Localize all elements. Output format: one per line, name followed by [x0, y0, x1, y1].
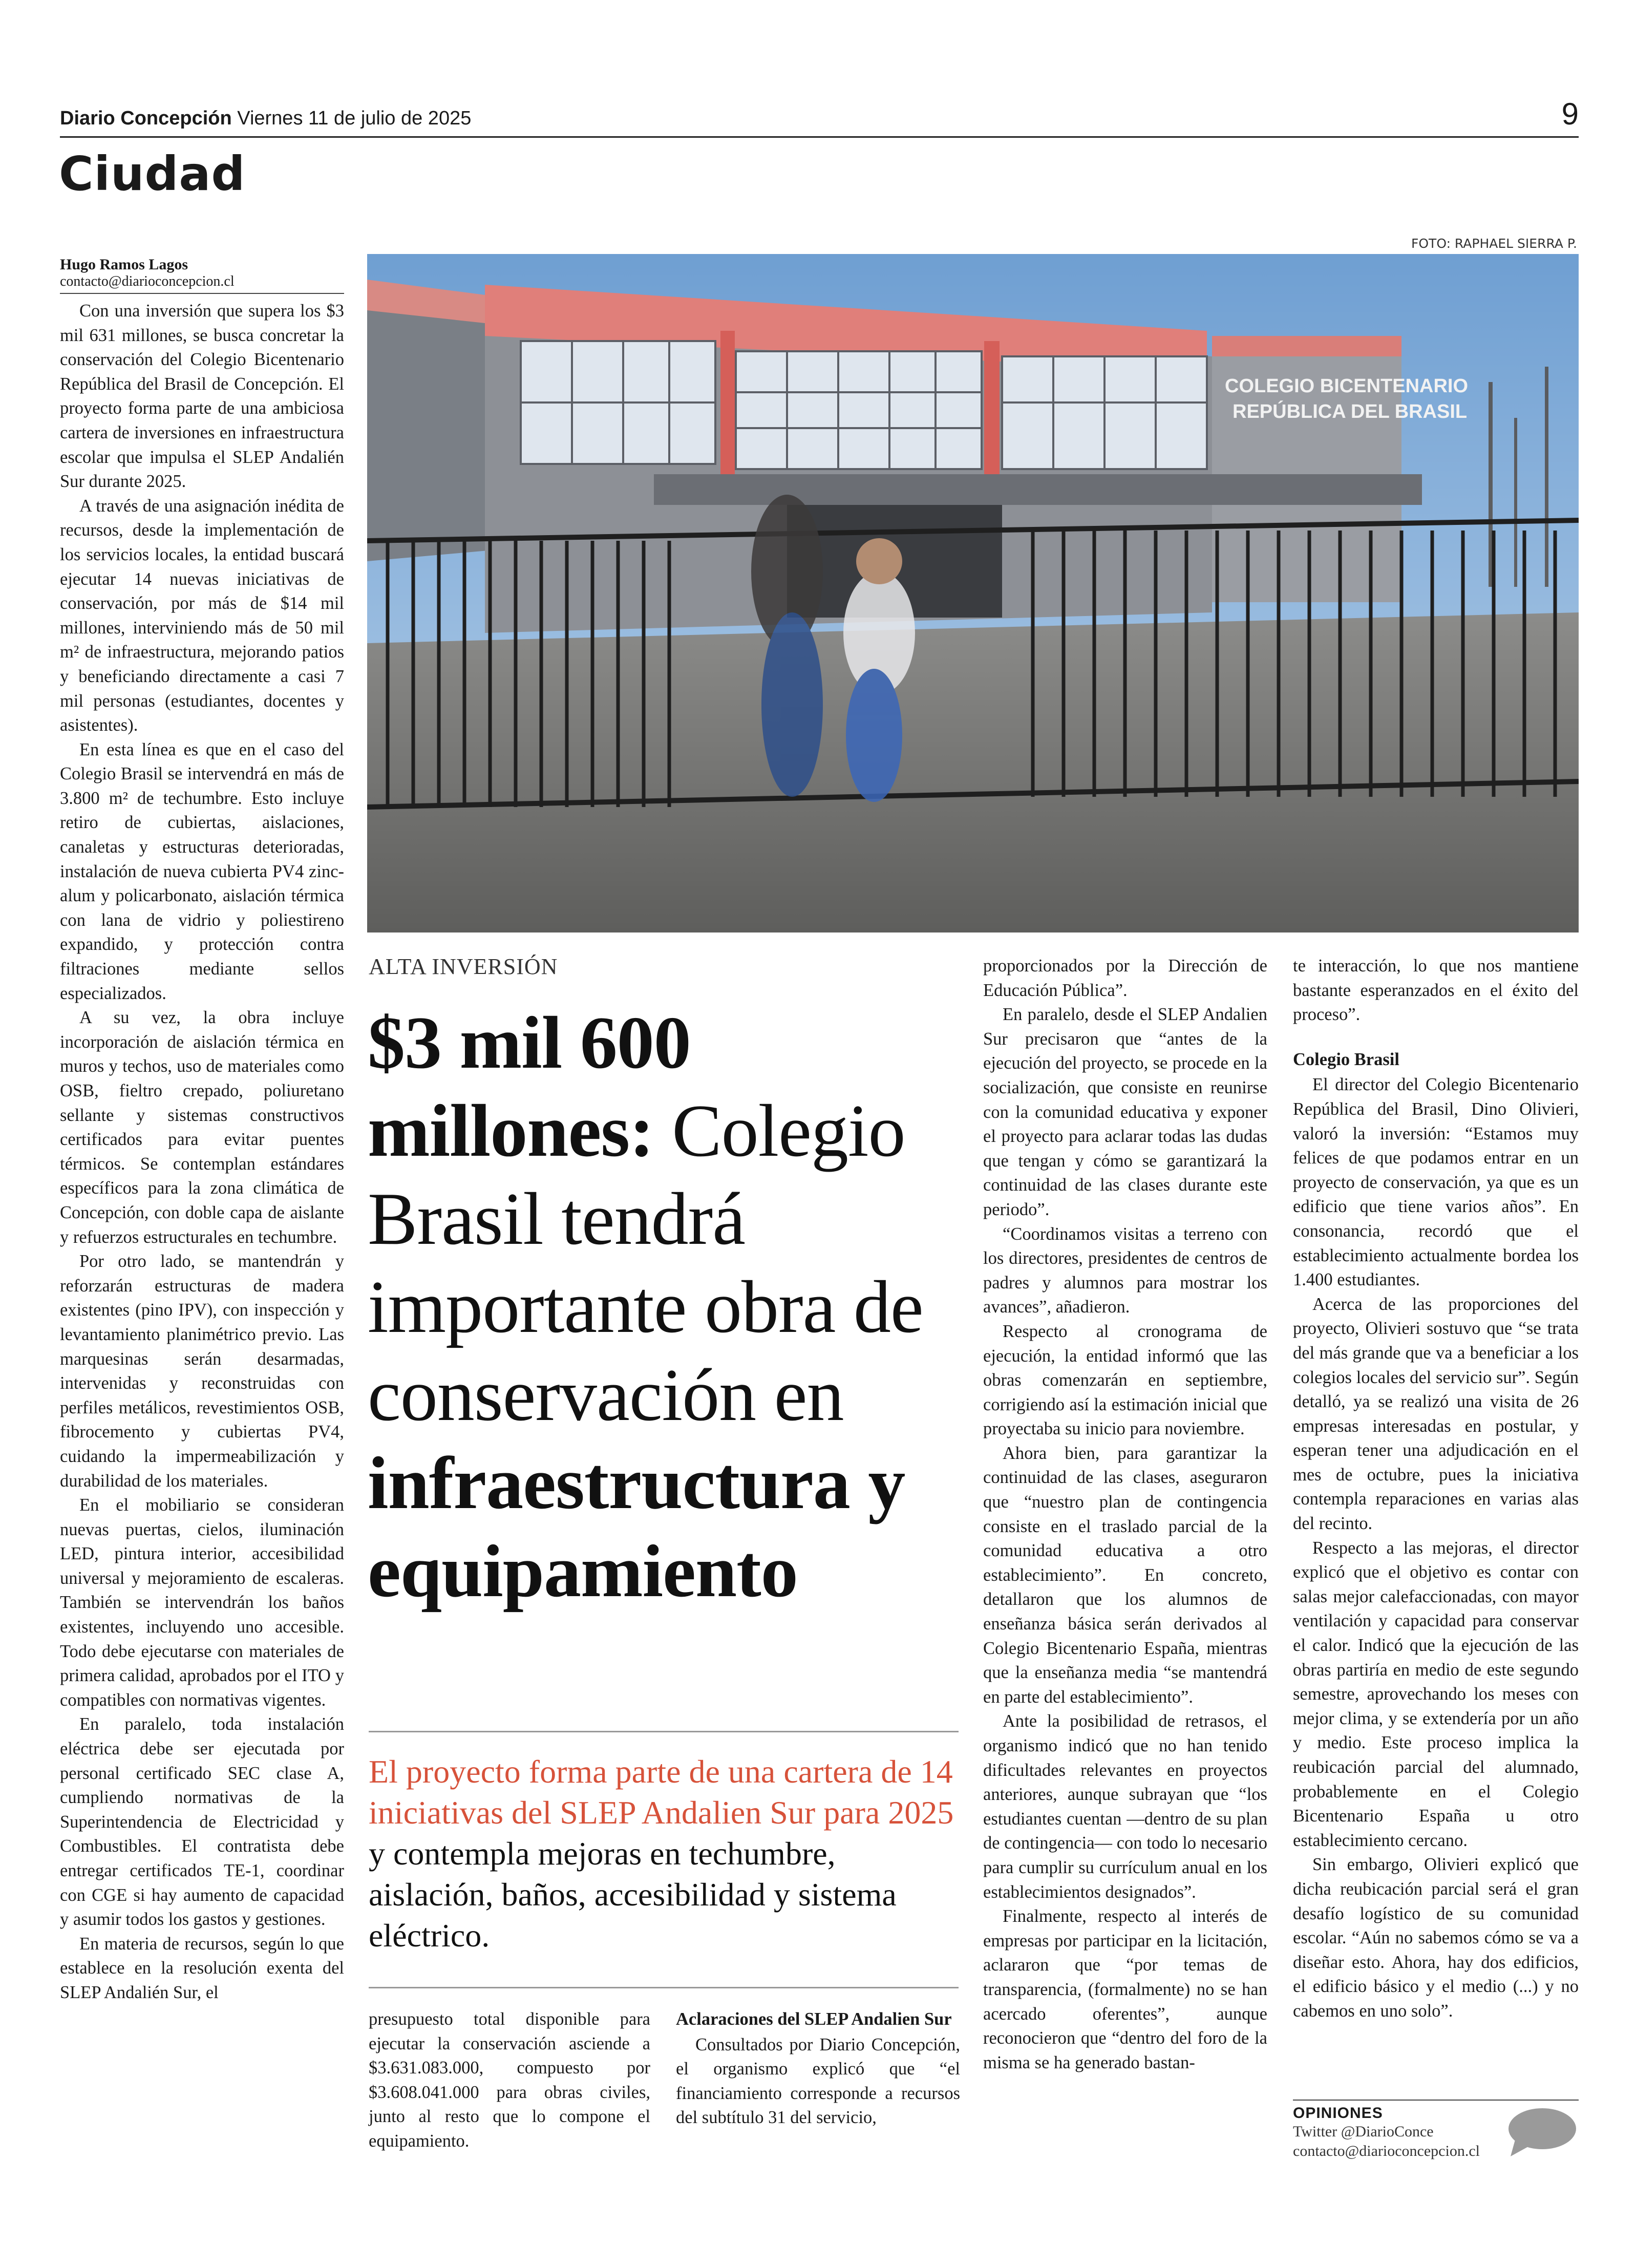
paragraph: En esta línea es que en el caso del Colegio Brasil se intervendrá en más de 3.800 m² de techumbre. Esto incluye retiro de cubiertas, aislaciones, canaletas y estructuras deterioradas, instalación de nueva cubierta PV4 zinc-alum y policarbonato, aislación térmica con lana de vidrio y poliestireno expandido, y protección contra filtraciones mediante sellos especializados.	[60, 739, 344, 1003]
page-number: 9	[1561, 97, 1579, 131]
paragraph: Consultados por Diario Concepción, el organismo explicó que “el financiamiento corresponde a recursos del subtítulo 31 del servicio,	[676, 2034, 960, 2128]
paragraph: Finalmente, respecto al interés de empresas por participar en la licitación, aclararon que “por temas de transparencia, (formalmente) no se han acercado oferentes”, aunque reconocieron que “dentro del foro de la misma se ha generado bastan-	[983, 1906, 1267, 2072]
paragraph: Con una inversión que supera los $3 mil 631 millones, se busca concretar la conservación del Colegio Bicentenario República del Brasil de Concepción. El proyecto forma parte de una ambiciosa cartera de inversiones en infraestructura escolar que impulsa el SLEP Andalién Sur durante 2025.	[60, 301, 344, 492]
school-sign-line-1: COLEGIO BICENTENARIO	[1225, 375, 1469, 397]
article-column-4	[983, 954, 1267, 2075]
paragraph: En el mobiliario se consideran nuevas puertas, cielos, iluminación LED, pintura interior, accesibilidad universal y mejoramiento de escaleras. También se intervendrán los baños existentes, incluyendo uno accesible. Todo debe ejecutarse con materiales de primera calidad, aprobados por el ITO y compatibles con normativas vigentes.	[60, 1495, 344, 1710]
paragraph: Ante la posibilidad de retrasos, el organismo indicó que no han tenido dificultades relevantes en proyectos anteriores, aunque subrayan que “los estudiantes cuentan —dentro de su plan de contingencia— con todo lo necesario para cumplir su currículum anual en los establecimientos designados”.	[983, 1711, 1267, 1902]
article-column-1	[60, 299, 344, 2005]
paragraph: En paralelo, desde el SLEP Andalien Sur precisaron que “antes de la ejecución del proyecto, se procede en la socialización, que consiste en reunirse con la comunidad educativa y exponer el proyecto para aclarar todas las dudas que tengan y cómo se garantizará la continuidad de las clases durante este periodo”.	[983, 1005, 1267, 1219]
kicker: ALTA INVERSIÓN	[369, 954, 558, 979]
author-name: Hugo Ramos Lagos	[60, 256, 188, 273]
headline-bold-millones: millones:	[368, 1089, 654, 1172]
paragraph: Acerca de las proporciones del proyecto, Olivieri sostuvo que “se trata del más grande que va a beneficiar a los colegios locales del servicio sur”. Según detalló, ya se realizó una visita de 26 empresas interesadas en postular, y esperan tener una adjudicación en el mes de octubre, pues la iniciativa contempla reparaciones en varias alas del recinto.	[1293, 1294, 1579, 1534]
deck-highlight: El proyecto forma parte de una cartera de 14 iniciativas del SLEP Andalien Sur para 2025	[369, 1753, 954, 1831]
paragraph: Respecto al cronograma de ejecución, la entidad informó que las obras comenzarán en septiembre, corrigiendo así la estimación inicial que proyectaba su inicio para noviembre.	[983, 1321, 1267, 1439]
paragraph: Ahora bien, para garantizar la continuidad de las clases, aseguraron que “nuestro plan de contingencia consiste en el traslado parcial de la comunidad educativa a otro establecimiento”. En concreto, detallaron que los alumnos de enseñanza básica serán derivados al Colegio Bicentenario España, mientras que la enseñanza media “se mantendrá en parte del establecimiento”.	[983, 1443, 1267, 1707]
school-building-illustration	[367, 254, 1579, 932]
photo-credit: FOTO: RAPHAEL SIERRA P.	[1411, 236, 1577, 251]
divider	[369, 1731, 959, 1732]
paper-title: Diario Concepción	[60, 108, 232, 129]
issue-date: Viernes 11 de julio de 2025	[237, 108, 472, 129]
paragraph: Por otro lado, se mantendrán y reforzarán estructuras de madera existentes (pino IPV), con inspección y levantamiento planimétrico previo. Las marquesinas serán desarmadas, intervenidas y reconstruidas con perfiles metálicos, revestimientos OSB, fibrocemento y cubiertas PV4, cuidando la impermeabilización y durabilidad de los materiales.	[60, 1252, 344, 1491]
paper-name	[60, 108, 471, 130]
opinions-title: OPINIONES	[1293, 2105, 1383, 2122]
headline-regular: Colegio Brasil tendrá importante obra de conservación en	[368, 1089, 923, 1436]
divider	[369, 1987, 959, 1988]
school-sign-line-2: REPÚBLICA DEL BRASIL	[1233, 401, 1468, 422]
article-column-5	[1293, 954, 1579, 2024]
deck-rest: y contempla mejoras en techumbre, aislación, baños, accesibilidad y sistema eléctrico.	[369, 1835, 897, 1954]
speech-bubble-icon	[1505, 2107, 1577, 2158]
paragraph: “Coordinamos visitas a terreno con los directores, presidentes de centros de padres y alumnos para mostrar los avances”, añadieron.	[983, 1224, 1267, 1317]
paragraph: proporcionados por la Dirección de Educación Pública”.	[983, 956, 1267, 1000]
byline	[60, 256, 344, 294]
subheading: Colegio Brasil	[1293, 1049, 1399, 1069]
headline-bold-infraestructura: infraestructura	[368, 1442, 850, 1524]
headline-bold-amount: $3 mil 600	[368, 1001, 691, 1084]
paragraph: Respecto a las mejoras, el director explicó que el objetivo es contar con salas mejor calefaccionadas, con mayor ventilación y capacidad para conservar el calor. Indicó que la ejecución de las obras partiría en medio de este segundo semestre, aprovechando los meses con mejor clima, y se extendería por un año y medio. Este proceso implica la reubicación parcial del alumnado, probablemente en el Colegio Bicentenario España u otro establecimiento cercano.	[1293, 1538, 1579, 1850]
author-email: contacto@diarioconcepcion.cl	[60, 273, 235, 289]
masthead	[60, 97, 1579, 138]
article-column-2	[369, 2007, 650, 2154]
paragraph: te interacción, lo que nos mantiene bastante esperanzados en el éxito del proceso”.	[1293, 956, 1579, 1025]
headline-bold-equipamiento: y equipamiento	[368, 1442, 905, 1613]
paragraph: A su vez, la obra incluye incorporación de aislación térmica en muros y techos, uso de materiales como OSB, fieltro crepado, poliuretano sellante y sistemas constructivos certificados para evitar puentes térmicos. Se contemplan estándares específicos para la zona climática de Concepción, con doble capa de aislante y refuerzos estructurales en techumbre.	[60, 1008, 344, 1247]
section-title: Ciudad	[59, 146, 246, 201]
paragraph: Sin embargo, Olivieri explicó que dicha reubicación parcial será el gran desafío logístico de su comunidad escolar. “Aún no sabemos cómo se va a diseñar esto. Ahora, hay dos edificios, el edificio básico y el medio (...) y no cabemos en uno solo”.	[1293, 1855, 1579, 2021]
contact-email: contacto@diarioconcepcion.cl	[1293, 2143, 1480, 2159]
twitter-handle: Twitter @DiarioConce	[1293, 2123, 1434, 2140]
paragraph: El director del Colegio Bicentenario República del Brasil, Dino Olivieri, valoró la inversión: “Estamos muy felices de que podamos entrar en un proyecto de conservación, ya que es un edificio que tiene varios años”. En consonancia, recordó que el establecimiento actualmente bordea los 1.400 estudiantes.	[1293, 1075, 1579, 1290]
subheading: Aclaraciones del SLEP Andalien Sur	[676, 2009, 952, 2029]
paragraph: presupuesto total disponible para ejecutar la conservación asciende a $3.631.083.000, compuesto por $3.608.041.000 para obras civiles, junto al resto que lo compone el equipamiento.	[369, 2009, 650, 2151]
paragraph: A través de una asignación inédita de recursos, desde la implementación de los servicios locales, la entidad buscará ejecutar 14 nuevas iniciativas de conservación, por más de $14 mil millones, interviniendo más de 50 mil m² de infraestructura, mejorando patios y beneficiando directamente a casi 7 mil personas (estudiantes, docentes y asistentes).	[60, 496, 344, 735]
paragraph: En paralelo, toda instalación eléctrica debe ser ejecutada por personal certificado SEC clase A, cumpliendo normativas de la Superintendencia de Electricidad y Combustibles. El contratista debe entregar certificados TE-1, coordinar con CGE si hay aumento de capacidad y asumir todos los gastos y gestiones.	[60, 1714, 344, 1930]
school-photo	[367, 254, 1579, 932]
deck	[369, 1751, 963, 1956]
article-column-3	[676, 2007, 960, 2130]
headline	[368, 999, 969, 1615]
paragraph: En materia de recursos, según lo que establece en la resolución exenta del SLEP Andalién Sur, el	[60, 1934, 344, 2002]
